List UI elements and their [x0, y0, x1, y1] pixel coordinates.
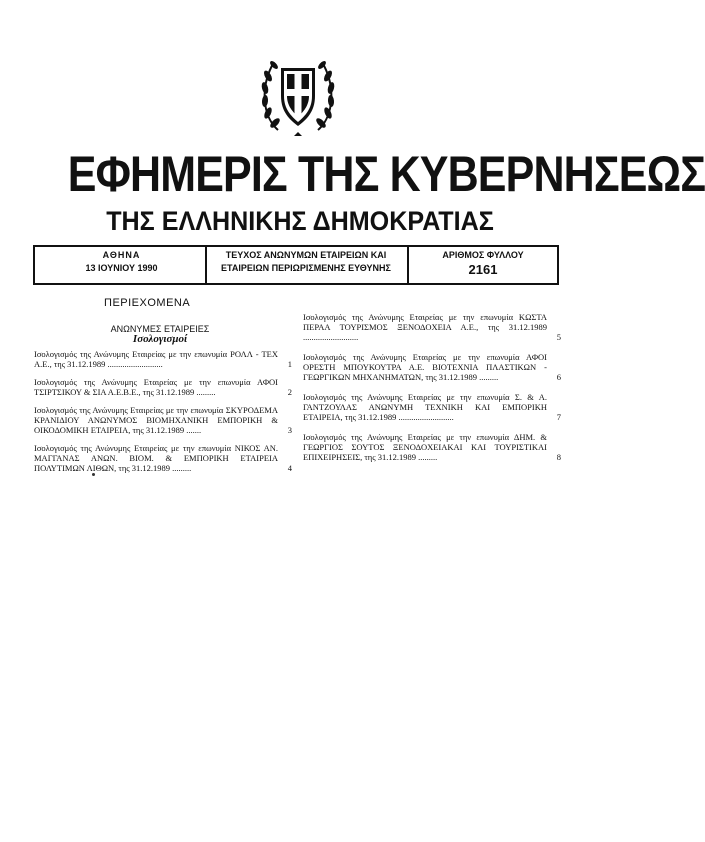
list-item[interactable]: [34, 405, 292, 435]
entry-page: 3: [287, 425, 292, 435]
info-divider: [205, 247, 207, 283]
entry-text: Ισολογισμός της Ανώνυμης Εταιρείας με την επωνυμία ΑΦΟΙ ΤΣΙΡΤΣΙΚΟΥ & ΣΙΑ Α.Ε.Β.Ε., της 31.12.1989 .........: [34, 377, 278, 397]
entry-page: 6: [556, 372, 561, 382]
issue-date: 13 ΙΟΥΝΙΟΥ 1990: [85, 263, 158, 273]
category-heading: ΑΝΩΝΥΜΕΣ ΕΤΑΙΡΕΙΕΣ: [110, 324, 210, 334]
sheet-number-cell: [413, 250, 553, 278]
list-item[interactable]: [303, 352, 561, 382]
entry-page: 5: [556, 332, 561, 342]
contents-left-column: [34, 349, 292, 481]
city-label: ΑΘΗΝΑ: [102, 250, 141, 260]
gazette-title: ΕΦΗΜΕΡΙΣ ΤΗΣ ΚΥΒΕΡΝΗΣΕΩΣ: [67, 146, 705, 202]
issue-type-line1: ΤΕΥΧΟΣ ΑΝΩΝΥΜΩΝ ΕΤΑΙΡΕΙΩΝ ΚΑΙ: [225, 250, 387, 260]
entry-text: Ισολογισμός της Ανώνυμης Εταιρείας με την επωνυμία ΑΦΟΙ ΟΡΕΣΤΗ ΜΠΟΥΚΟΥΤΡΑ Α.Ε. ΒΙΟΤΕΧΝΙΑ ΠΛΑΣΤΙΚΩΝ - ΓΕΩΡΓΙΚΩΝ ΜΗΧΑΝΗΜΑΤΩΝ, της 31.12.1989 .........: [303, 352, 547, 382]
entry-page: 8: [556, 452, 561, 462]
contents-right-column: [303, 312, 561, 470]
list-item[interactable]: [303, 432, 561, 462]
greek-coat-of-arms-icon: [256, 46, 340, 138]
subcategory-heading: Ισολογισμοί: [132, 333, 188, 345]
entry-text: Ισολογισμός της Ανώνυμης Εταιρείας με την επωνυμία ΝΙΚΟΣ ΑΝ. ΜΑΓΓΑΝΑΣ ΑΝΩΝ. ΒΙΟΜ. & ΕΜΠΟΡΙΚΗ ΕΤΑΙΡΕΙΑ ΠΟΛΥΤΙΜΩΝ ΛΙΘΩΝ, της 31.12.1989 .........: [34, 443, 278, 473]
list-item[interactable]: [34, 377, 292, 397]
list-item[interactable]: [34, 443, 292, 473]
list-item[interactable]: [34, 349, 292, 369]
entry-text: Ισολογισμός της Ανώνυμης Εταιρείας με την επωνυμία ΣΚΥΡΟΔΕΜΑ ΚΡΑΝΙΔΙΟΥ ΑΝΩΝΥΜΟΣ ΒΙΟΜΗΧΑΝΙΚΗ ΕΜΠΟΡΙΚΗ & ΟΙΚΟΔΟΜΙΚΗ ΕΤΑΙΡΕΙΑ, της 31.12.1989 .......: [34, 405, 278, 435]
entry-text: Ισολογισμός της Ανώνυμης Εταιρείας με την επωνυμία ΡΟΛΛ - ΤΕΧ Α.Ε., της 31.12.1989 ..........................: [34, 349, 278, 369]
entry-text: Ισολογισμός της Ανώνυμης Εταιρείας με την επωνυμία Σ. & Α. ΓΑΝΤΖΟΥΛΑΣ ΑΝΩΝΥΜΗ ΤΕΧΝΙΚΗ ΚΑΙ ΕΜΠΟΡΙΚΗ ΕΤΑΙΡΕΙΑ, της 31.12.1989 ..........................: [303, 392, 547, 422]
entry-text: Ισολογισμός της Ανώνυμης Εταιρείας με την επωνυμία ΚΩΣΤΑ ΠΕΡΑΑ ΤΟΥΡΙΣΜΟΣ ΞΕΝΟΔΟΧΕΙΑ Α.Ε., της 31.12.1989 ..........................: [303, 312, 547, 342]
scan-speck: [92, 473, 95, 476]
gazette-subtitle: ΤΗΣ ΕΛΛΗΝΙΚΗΣ ΔΗΜΟΚΡΑΤΙΑΣ: [106, 206, 494, 236]
list-item[interactable]: [303, 392, 561, 422]
sheet-number-label: ΑΡΙΘΜΟΣ ΦΥΛΛΟΥ: [442, 250, 524, 260]
list-item[interactable]: [303, 312, 561, 342]
entry-text: Ισολογισμός της Ανώνυμης Εταιρείας με την επωνυμία ΔΗΜ. & ΓΕΩΡΓΙΟΣ ΣΟΥΤΟΣ ΞΕΝΟΔΟΧΕΙΑΚΑΙ ΚΑΙ ΤΟΥΡΙΣΤΙΚΑΙ ΕΠΙΧΕΙΡΗΣΕΙΣ, της 31.12.1989 .........: [303, 432, 547, 462]
entry-page: 1: [287, 359, 292, 369]
issue-type-line2: ΕΤΑΙΡΕΙΩΝ ΠΕΡΙΩΡΙΣΜΕΝΗΣ ΕΥΘΥΝΗΣ: [221, 263, 391, 273]
entry-page: 4: [287, 463, 292, 473]
issue-type-cell: [211, 250, 401, 274]
info-divider: [407, 247, 409, 283]
place-date-cell: [39, 250, 204, 274]
sheet-number: 2161: [468, 262, 498, 277]
entry-page: 7: [556, 412, 561, 422]
entry-page: 2: [287, 387, 292, 397]
issue-info-box: [33, 245, 559, 285]
contents-heading: ΠΕΡΙΕΧΟΜΕΝΑ: [104, 297, 191, 309]
